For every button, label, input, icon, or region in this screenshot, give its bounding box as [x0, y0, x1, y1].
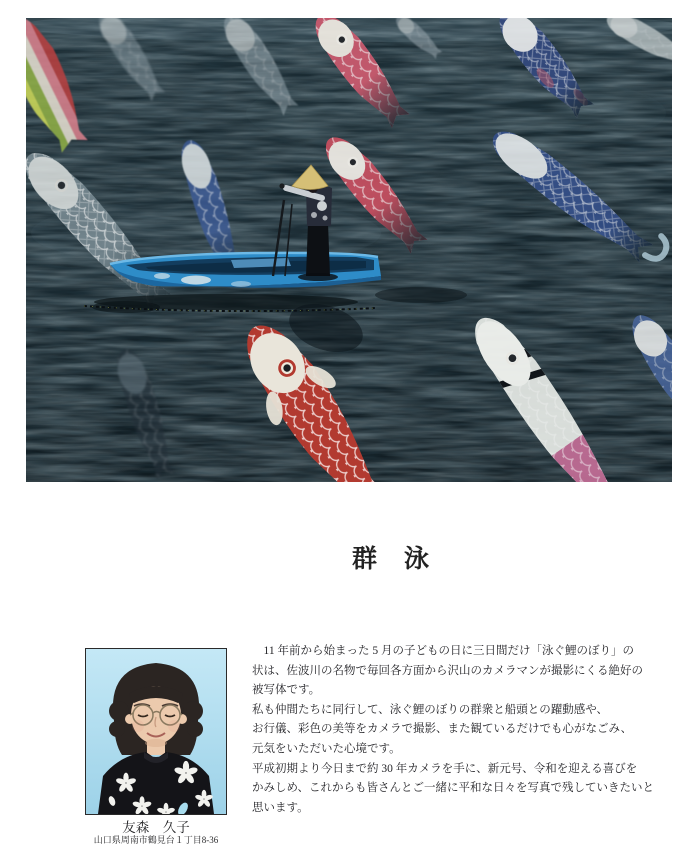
main-photo [26, 18, 672, 482]
page-title: 群 泳 [351, 546, 431, 573]
essay-line: 私も仲間たちに同行して、泳ぐ鯉のぼりの群衆と船頭との躍動感や、 [252, 703, 609, 716]
essay-line: 11 年前から始まった 5 月の子どもの日に三日間だけ「泳ぐ鯉のぼり」の [252, 645, 634, 657]
portrait-photo [85, 648, 227, 815]
essay-line: かみしめ、これからも皆さんとご一緒に平和な日々を写真で残していきたいと [252, 782, 655, 795]
essay-line: お行儀、彩色の美等をカメラで撮影、また観ているだけでも心がなごみ、 [252, 723, 633, 736]
portrait-svg [86, 649, 226, 814]
author-address: 山口県周南市鶴見台１丁目8-36 [93, 835, 219, 845]
essay-line: 元気をいただいた心境です。 [252, 742, 401, 755]
boat [110, 253, 381, 288]
essay-line: 状は、佐波川の名物で毎回各方面から沢山のカメラマンが撮影にくる絶好の [252, 664, 643, 677]
essay-text [252, 642, 655, 818]
essay-line: 平成初期より今日まで約 30 年カメラを手に、新元号、令和を迎える喜びを [252, 762, 638, 775]
photo-svg [26, 18, 672, 482]
author-name: 友森 久子 [122, 820, 190, 835]
essay-line: 被写体です。 [252, 684, 321, 697]
essay-line: 思います。 [252, 801, 309, 814]
